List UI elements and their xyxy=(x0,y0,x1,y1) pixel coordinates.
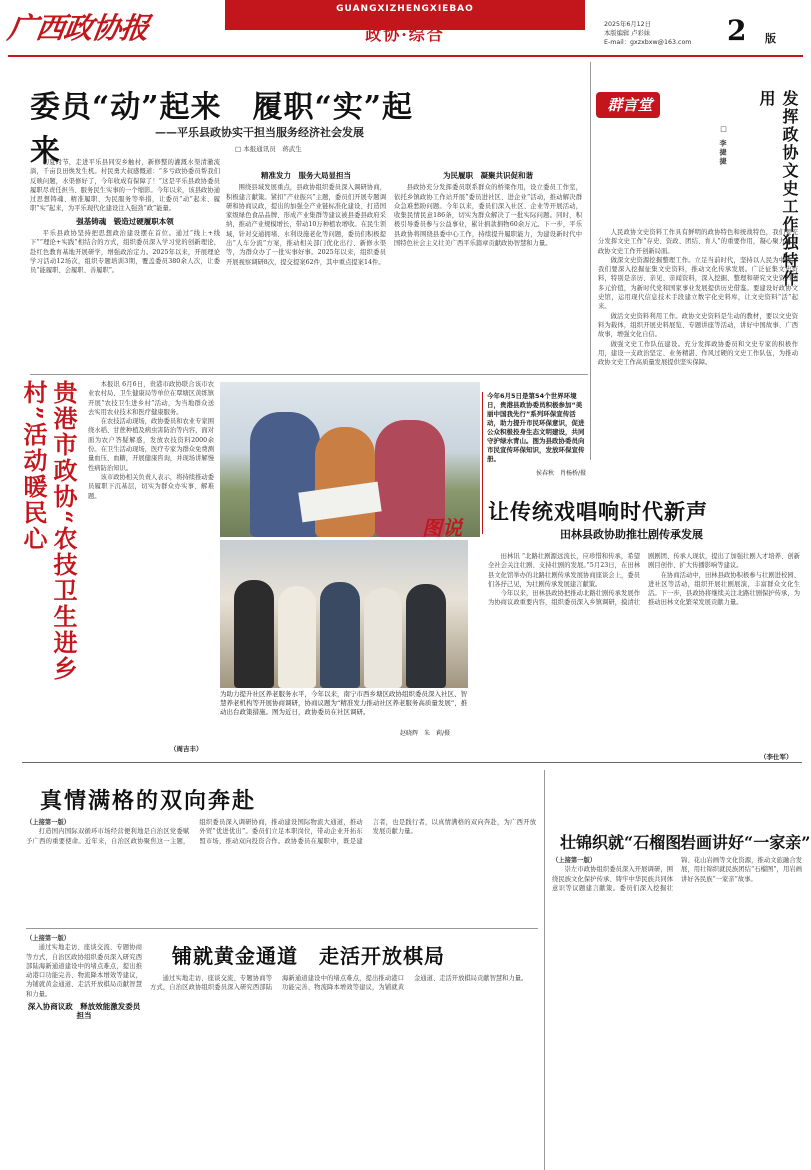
tianlin-paragraph-3: 在协商活动中，田林县政协积极参与壮剧进校园、进社区等活动，组织开展壮剧展演，丰富群众文化生活。下一步，县政协将继续关注北路壮剧保护传承，为推动田林文化繁荣发展贡献力量。 xyxy=(648,571,800,607)
lead-paragraph-3: 县政协充分发挥委员联系群众的桥梁作用，设立委员工作室，依托乡镇政协工作站开展“委员进社区、进企业”活动，推动解决群众急难愁盼问题。今年以来，委员们深入社区、企业等开展活动，收集民情民意186条，切实为群众解决了一批实际问题。同时，积极引导委员参与公益事业，累计捐款捐物60余万元。下一步，平乐县政协将围绕县委中心工作，持续提升履职能力，为建设新时代中国特色社会主义壮美广西平乐篇章贡献政协智慧和力量。 xyxy=(394,184,582,248)
column-author: □ 李捷捷 xyxy=(719,124,728,167)
masthead-logo: 广西政协报 xyxy=(5,11,151,45)
mid-rule xyxy=(22,762,802,763)
column-paragraph-4: 做强文史工作队伍建设。充分发挥政协委员和文史专家的积极作用，建设一支政治坚定、业务精湛、作风过硬的文史工作队伍，为推动政协文史工作高质量发展提供坚实保障。 xyxy=(598,340,798,367)
lead-col-3 xyxy=(394,168,582,368)
masthead-pinyin: GUANGXIZHENGXIEBAO xyxy=(336,4,474,14)
top-rule xyxy=(8,55,803,57)
bottom3-paragraph: 崇左市政协组织委员深入开展调研，围绕民族文化保护传承、铸牢中华民族共同体意识等议题建言献策。委员们深入挖掘壮锦、花山岩画等文化资源，推动文旅融合发展，用壮锦织就民族团结“石榴图”，用岩画讲好各民族“一家亲”故事。 xyxy=(552,857,802,892)
column-paragraph-3: 做活文史资料利用工作。政协文史资料是生动的教材，要以文史资料为载体，组织开展史料展览、专题讲座等活动，讲好中国故事、广西故事，增强文化自信。 xyxy=(598,312,798,339)
column-divider xyxy=(590,62,591,460)
column-title: 发挥政协文史工作独特作用 xyxy=(757,90,799,288)
issue-date: 2025年6月12日 xyxy=(604,21,651,28)
lead-paragraph-1: 平乐县政协坚持把思想政治建设摆在首位。通过“线上+线下”“理论+实践”相结合的方式，组织委员深入学习党的创新理论，赴红色教育基地开展研学，增强政治定力。2025年以来，开展理论学习活动12场次，组织专题培训3期，覆盖委员380余人次，让委员“能履职、会履职、善履职”。 xyxy=(30,230,220,275)
photo-figure xyxy=(364,588,402,688)
bottom1-paragraph: 打造国内国际双循环市场经营便利地是自治区党委赋予广西的重要使命。近年来，自治区政协聚焦这一主题，组织委员深入调研协商，推动建设国际物流大通道，推动外贸“优进优出”。委员们立足本职岗位，带动企业开拓东盟市场，推动双向投资合作。政协委员在履职中，既是建言者，也是践行者，以真情满格的双向奔赴，为广西开放发展贡献力量。 xyxy=(26,819,536,845)
bottom1-headline: 真情满格的双向奔赴 xyxy=(40,788,257,814)
issue-editor: 本版编辑 卢彩妹 xyxy=(604,30,651,37)
guigang-headline: 贵港市政协“农技卫生进乡村”活动暖民心 xyxy=(19,380,78,682)
tianlin-subheadline: 田林县政协助推壮剧传承发展 xyxy=(560,528,703,541)
guigang-body xyxy=(88,380,214,742)
column-body xyxy=(598,228,798,460)
bottom3-body xyxy=(552,856,802,1168)
bottom2-headline: 铺就黄金通道 走活开放棋局 xyxy=(172,944,445,968)
bottom2-rule xyxy=(26,928,538,929)
bottom3-headline-a: 壮锦织就“石榴图” xyxy=(560,833,691,852)
lead-col-1 xyxy=(30,158,220,368)
lead-section-head-1: 强基铸魂 锻造过硬履职本领 xyxy=(76,216,174,226)
lead-bottom-rule xyxy=(30,374,588,375)
bottom-divider xyxy=(544,770,545,1170)
photo-figure xyxy=(406,584,446,688)
photo2-author: 赵晓辉 朱 莉/摄 xyxy=(400,730,451,737)
issue-email: E-mail：gxzxbxw@163.com xyxy=(604,39,692,46)
lead-subheadline: ——平乐县政协实干担当服务经济社会发展 xyxy=(155,126,364,139)
photo-figure xyxy=(278,586,316,688)
bottom2-body-paragraph: 通过实地走访、座谈交流、专题协商等方式，自治区政协组织委员深入研究西部陆海新通道建设中的堵点难点，提出推动港口功能完善、物流降本增效等建议，为铺就黄金通道、走活开放棋局贡献智慧和力量。 xyxy=(150,975,528,992)
bottom1-continued-tag: （上接第一版） xyxy=(26,819,71,826)
lead-byline: □ 本报通讯员 蒋武生 xyxy=(235,145,302,153)
masthead-info xyxy=(604,20,691,47)
guigang-paragraph-1: 本报讯 6月6日，贵港市政协联合该市农业农村局、卫生健康局等单位在覃塘区黄练镇开展“农技卫生进乡村”活动，为当地群众送去实用农业技术和医疗健康服务。 xyxy=(88,381,214,416)
lead-section-head-3: 为民履职 凝聚共识促和谐 xyxy=(443,171,533,180)
photo1-caption: 今年6月5日是第54个世界环境日，贵港县政协委员积极参加“美丽中国我先行”系列环保宣传活动，助力提升市民环保意识，促进公众积极投身生态文明建设，共同守护绿水青山。图为县政协委员向市民宣传环保知识，发放环保宣传册。 xyxy=(487,392,585,463)
bottom2-continued-tag: （上接第一版） xyxy=(26,935,71,942)
lead-headline: 委员“动”起来 履职“实”起来 xyxy=(30,90,414,169)
page-suffix: 版 xyxy=(765,32,776,45)
photo-figure xyxy=(315,427,375,537)
tianlin-author: （李仕军） xyxy=(760,753,793,761)
tianlin-paragraph-2: 今年以来，田林县政协把推动北路壮剧传承发展作为协商议政重要内容，组织委员深入乡镇调研，摸清壮剧剧团、传承人现状，提出了加强壮剧人才培养、创新剧目创作、扩大传播影响等建议。 xyxy=(488,553,800,607)
bottom2-section-head: 深入协商议政 释放效能激发委员担当 xyxy=(27,1002,141,1021)
bottom2-col-1 xyxy=(26,934,142,1170)
photo-community-elderly xyxy=(220,540,468,688)
guigang-author: （周吉丰） xyxy=(170,745,203,753)
column-tag: 群言堂 xyxy=(607,96,653,114)
tianlin-body xyxy=(488,552,800,752)
bottom3-continued-tag: （上接第一版） xyxy=(552,857,597,864)
lead-col-2 xyxy=(226,168,386,368)
bottom3-headline-b: 岩画讲好“一家亲” xyxy=(680,833,811,852)
page-number: 2 xyxy=(727,14,747,47)
bottom2-paragraph: 通过实地走访、座谈交流、专题协商等方式，自治区政协组织委员深入研究西部陆海新通道建设中的堵点难点，提出推动港口功能完善、物流降本增效等建议，为铺就黄金通道、走活开放棋局贡献智慧和力量。 xyxy=(26,944,142,998)
photo-figure xyxy=(234,580,274,688)
lead-paragraph-2: 围绕县域发展重点，县政协组织委员深入调研协商，积极建言献策。紧扣“产业振兴”主题，委员们开展专题调研和协商议政，提出的加强全产业链标准化建设、打造国家级绿色食品品牌、形成产业集群等建议被县委县政府采纳，推动产业规模增长，带动10万种植农增收。在民生领域，针对交通拥堵、水利设施老化等问题，委员们积极提出“人车分流”方案，推动相关部门优化出行、新修水渠等，为群众办了一批实事好事。2025年以来，组织委员开展视察调研8次，提交提案62件，其中重点提案14件。 xyxy=(226,184,386,266)
guigang-paragraph-3: 该市政协相关负责人表示，将持续推动委员履职下沉基层，切实为群众办实事、解难题。 xyxy=(88,473,214,500)
lead-section-head-2: 精准发力 服务大局显担当 xyxy=(261,171,351,180)
photo2-caption: 为助力提升社区养老服务水平，今年以来，南宁市西乡塘区政协组织委员深入社区、智慧养老机构等开展协商调研，协商议题为“精准发力推动社区养老服务高质量发展”，推动出台政策措施。图为近日，政协委员在社区调研。 xyxy=(220,690,468,716)
column-paragraph-1: 人民政协文史资料工作具有鲜明的政协特色和统战特色，我们要充分发挥文史工作“存史、资政、团结、育人”的重要作用，凝心聚力推动政协文史工作开创新局面。 xyxy=(598,229,798,255)
lead-intro: 初夏时节，走进平乐县同安乡触村，新修整的灌溉水渠清澈流淌，千亩良田焕发生机。村民勇大叔感慨道：“多亏政协委员帮我们反映问题，水渠修好了，今年收成有保障了！”这是平乐县政协委员履职尽责任担当、服务民生实事的一个缩影。今年以来，该县政协通过思想铸魂、精准履职、为民服务等举措，让委员“动”起来、履职“实”起来，为平乐现代化建设注入强劲“政”能量。 xyxy=(30,159,220,213)
tianlin-headline: 让传统戏唱响时代新声 xyxy=(488,499,708,524)
bottom2-body xyxy=(150,974,536,1170)
guigang-paragraph-2: 在农技活动现场，政协委员和农业专家围绕水稻、甘蔗种植及病虫害防治等内容，面对面为农户答疑解惑，发放农技资料2000余份。在卫生活动现场，医疗专家为群众免费测量血压、血糖，开展健康咨询，并现场讲解慢性病防治知识。 xyxy=(88,418,214,472)
section-title: 政协·综合 xyxy=(365,25,445,44)
photo-figure xyxy=(320,582,360,688)
column-paragraph-2: 做深文史资源挖掘整理工作。立足当前时代，坚持以人民为中心，我们要深入挖掘征集文史资料，推动文化传承发展。广泛征集文史资料，特别是亲历、亲见、亲闻资料，深入挖掘、整理和研究文史资料的多元价值，为新时代党和国家事业发展提供历史借鉴。要建设好政协文史馆，运用现代信息技术手段建立数字化史料库，让文史资料“活”起来。 xyxy=(598,256,798,311)
bottom1-body xyxy=(26,818,536,926)
photo-section-tag-line1: 图说 xyxy=(422,516,462,540)
photo1-author: 侯春秋 肖杨桥/摄 xyxy=(535,470,586,477)
tianlin-paragraph-1: 田林讯 “北路壮剧源远流长，应珍惜和传承，希望全社会关注壮剧、支持壮剧的发展。”5月23日，在田林县文化馆举办的北路壮剧传承发展协商座谈会上，委员们各抒己见，为壮剧传承发展建言献策。 xyxy=(488,553,640,588)
